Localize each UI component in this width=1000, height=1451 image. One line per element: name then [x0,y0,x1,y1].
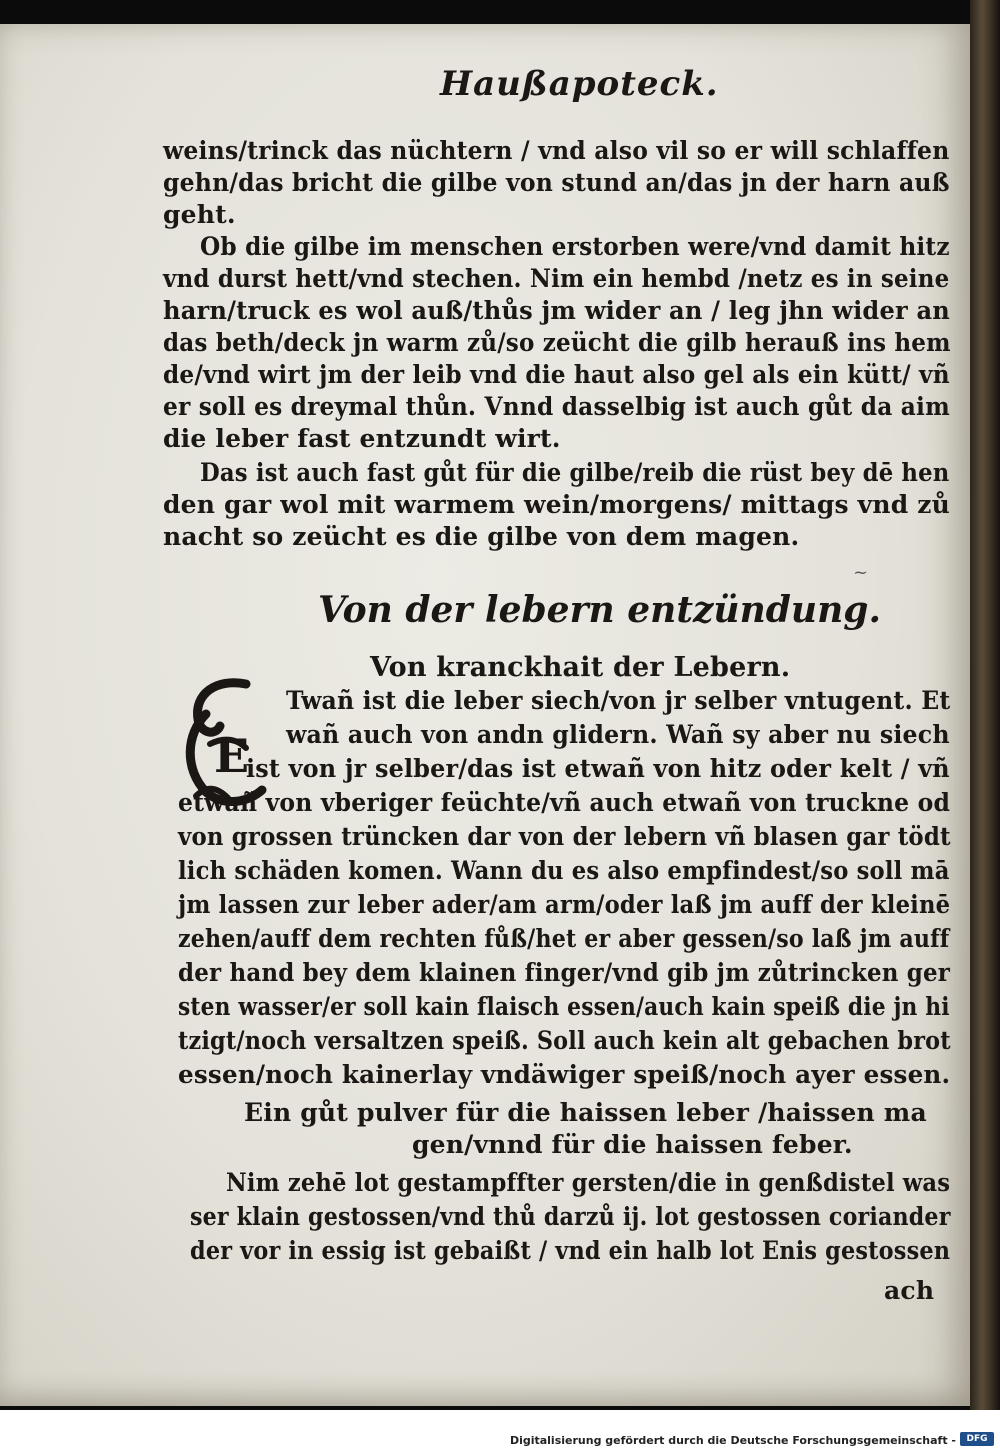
dfg-logo: DFG [960,1432,994,1446]
text-line: der vor in essig ist gebaißt / vnd ein halb lot Enis gestossen [190,1236,951,1265]
text-line: er soll es dreymal thůn. Vnnd dasselbig ist auch gůt da aim [163,392,950,421]
text-line: ist von jr selber/das ist etwañ von hitz oder kelt / vñ [246,754,950,783]
text-line: Nim zehē lot gestampffter gersten/die in genßdistel was [226,1168,951,1197]
catchword: ach [884,1276,935,1305]
text-line: Twañ ist die leber siech/von jr selber vntugent. Et [286,686,951,715]
text-line: tzigt/noch versaltzen speiß. Soll auch kein alt gebachen brot [178,1026,951,1055]
drop-cap-letter: E [214,729,250,783]
ink-speck: ~ [853,562,869,583]
text-line: Ob die gilbe im menschen erstorben were/vnd damit hitz [200,232,950,261]
subheading: Von kranckhait der Lebern. [370,652,791,683]
text-line: de/vnd wirt jm der leib vnd die haut also gel als ein kütt/ vñ [163,360,950,389]
text-line: Das ist auch fast gůt für die gilbe/reib die rüst bey dē hen [200,458,950,487]
text-line: wañ auch von andn glidern. Wañ sy aber nu siech [286,720,950,749]
running-head: Haußapoteck. [440,64,719,104]
text-line: die leber fast entzundt wirt. [163,424,561,453]
text-line: den gar wol mit warmem wein/morgens/ mittags vnd zů [163,490,951,519]
text-line: zehen/auff dem rechten fůß/het er aber gessen/so laß jm auff [178,924,950,953]
book-page [0,24,970,1406]
text-line: das beth/deck jn warm zů/so zeücht die gilb herauß ins hem [163,328,951,357]
text-line: jm lassen zur leber ader/am arm/oder laß jm auff der kleinē [178,890,951,919]
book-spine-edge [970,0,1000,1410]
text-line: gehn/das bricht die gilbe von stund an/das jn der harn auß [163,168,950,197]
text-line: sten wasser/er soll kain flaisch essen/auch kain speiß die jn hi [178,992,950,1021]
text-line: der hand bey dem klainen finger/vnd gib jm zůtrincken ger [178,958,951,987]
text-line: etwañ von vberiger feüchte/vñ auch etwañ von truckne od [178,788,951,817]
text-line: harn/truck es wol auß/thůs jm wider an / leg jhn wider an [163,296,951,325]
footer [0,1410,1000,1451]
subheading-2-line-1: Ein gůt pulver für die haissen leber /haissen ma [244,1098,927,1127]
digitization-credit: Digitalisierung gefördert durch die Deutsche Forschungsgemeinschaft - [509,1434,956,1447]
subheading-2-line-2: gen/vnnd für die haissen feber. [412,1130,853,1159]
text-line: lich schäden komen. Wann du es also empfindest/so soll mā [178,856,950,885]
text-line: vnd durst hett/vnd stechen. Nim ein hembd /netz es in seine [163,264,950,293]
text-line: essen/noch kainerlay vndäwiger speiß/noch ayer essen. [178,1060,951,1089]
text-line: weins/trinck das nüchtern / vnd also vil so er will schlaffen [163,136,950,165]
text-line: von grossen trüncken dar von der lebern vñ blasen gar tödt [178,822,951,851]
text-line: geht. [163,200,236,229]
text-line: nacht so zeücht es die gilbe von dem magen. [163,522,800,551]
text-line: ser klain gestossen/vnd thů darzů ij. lot gestossen coriander [190,1202,951,1231]
section-title: Von der lebern entzündung. [318,589,881,631]
